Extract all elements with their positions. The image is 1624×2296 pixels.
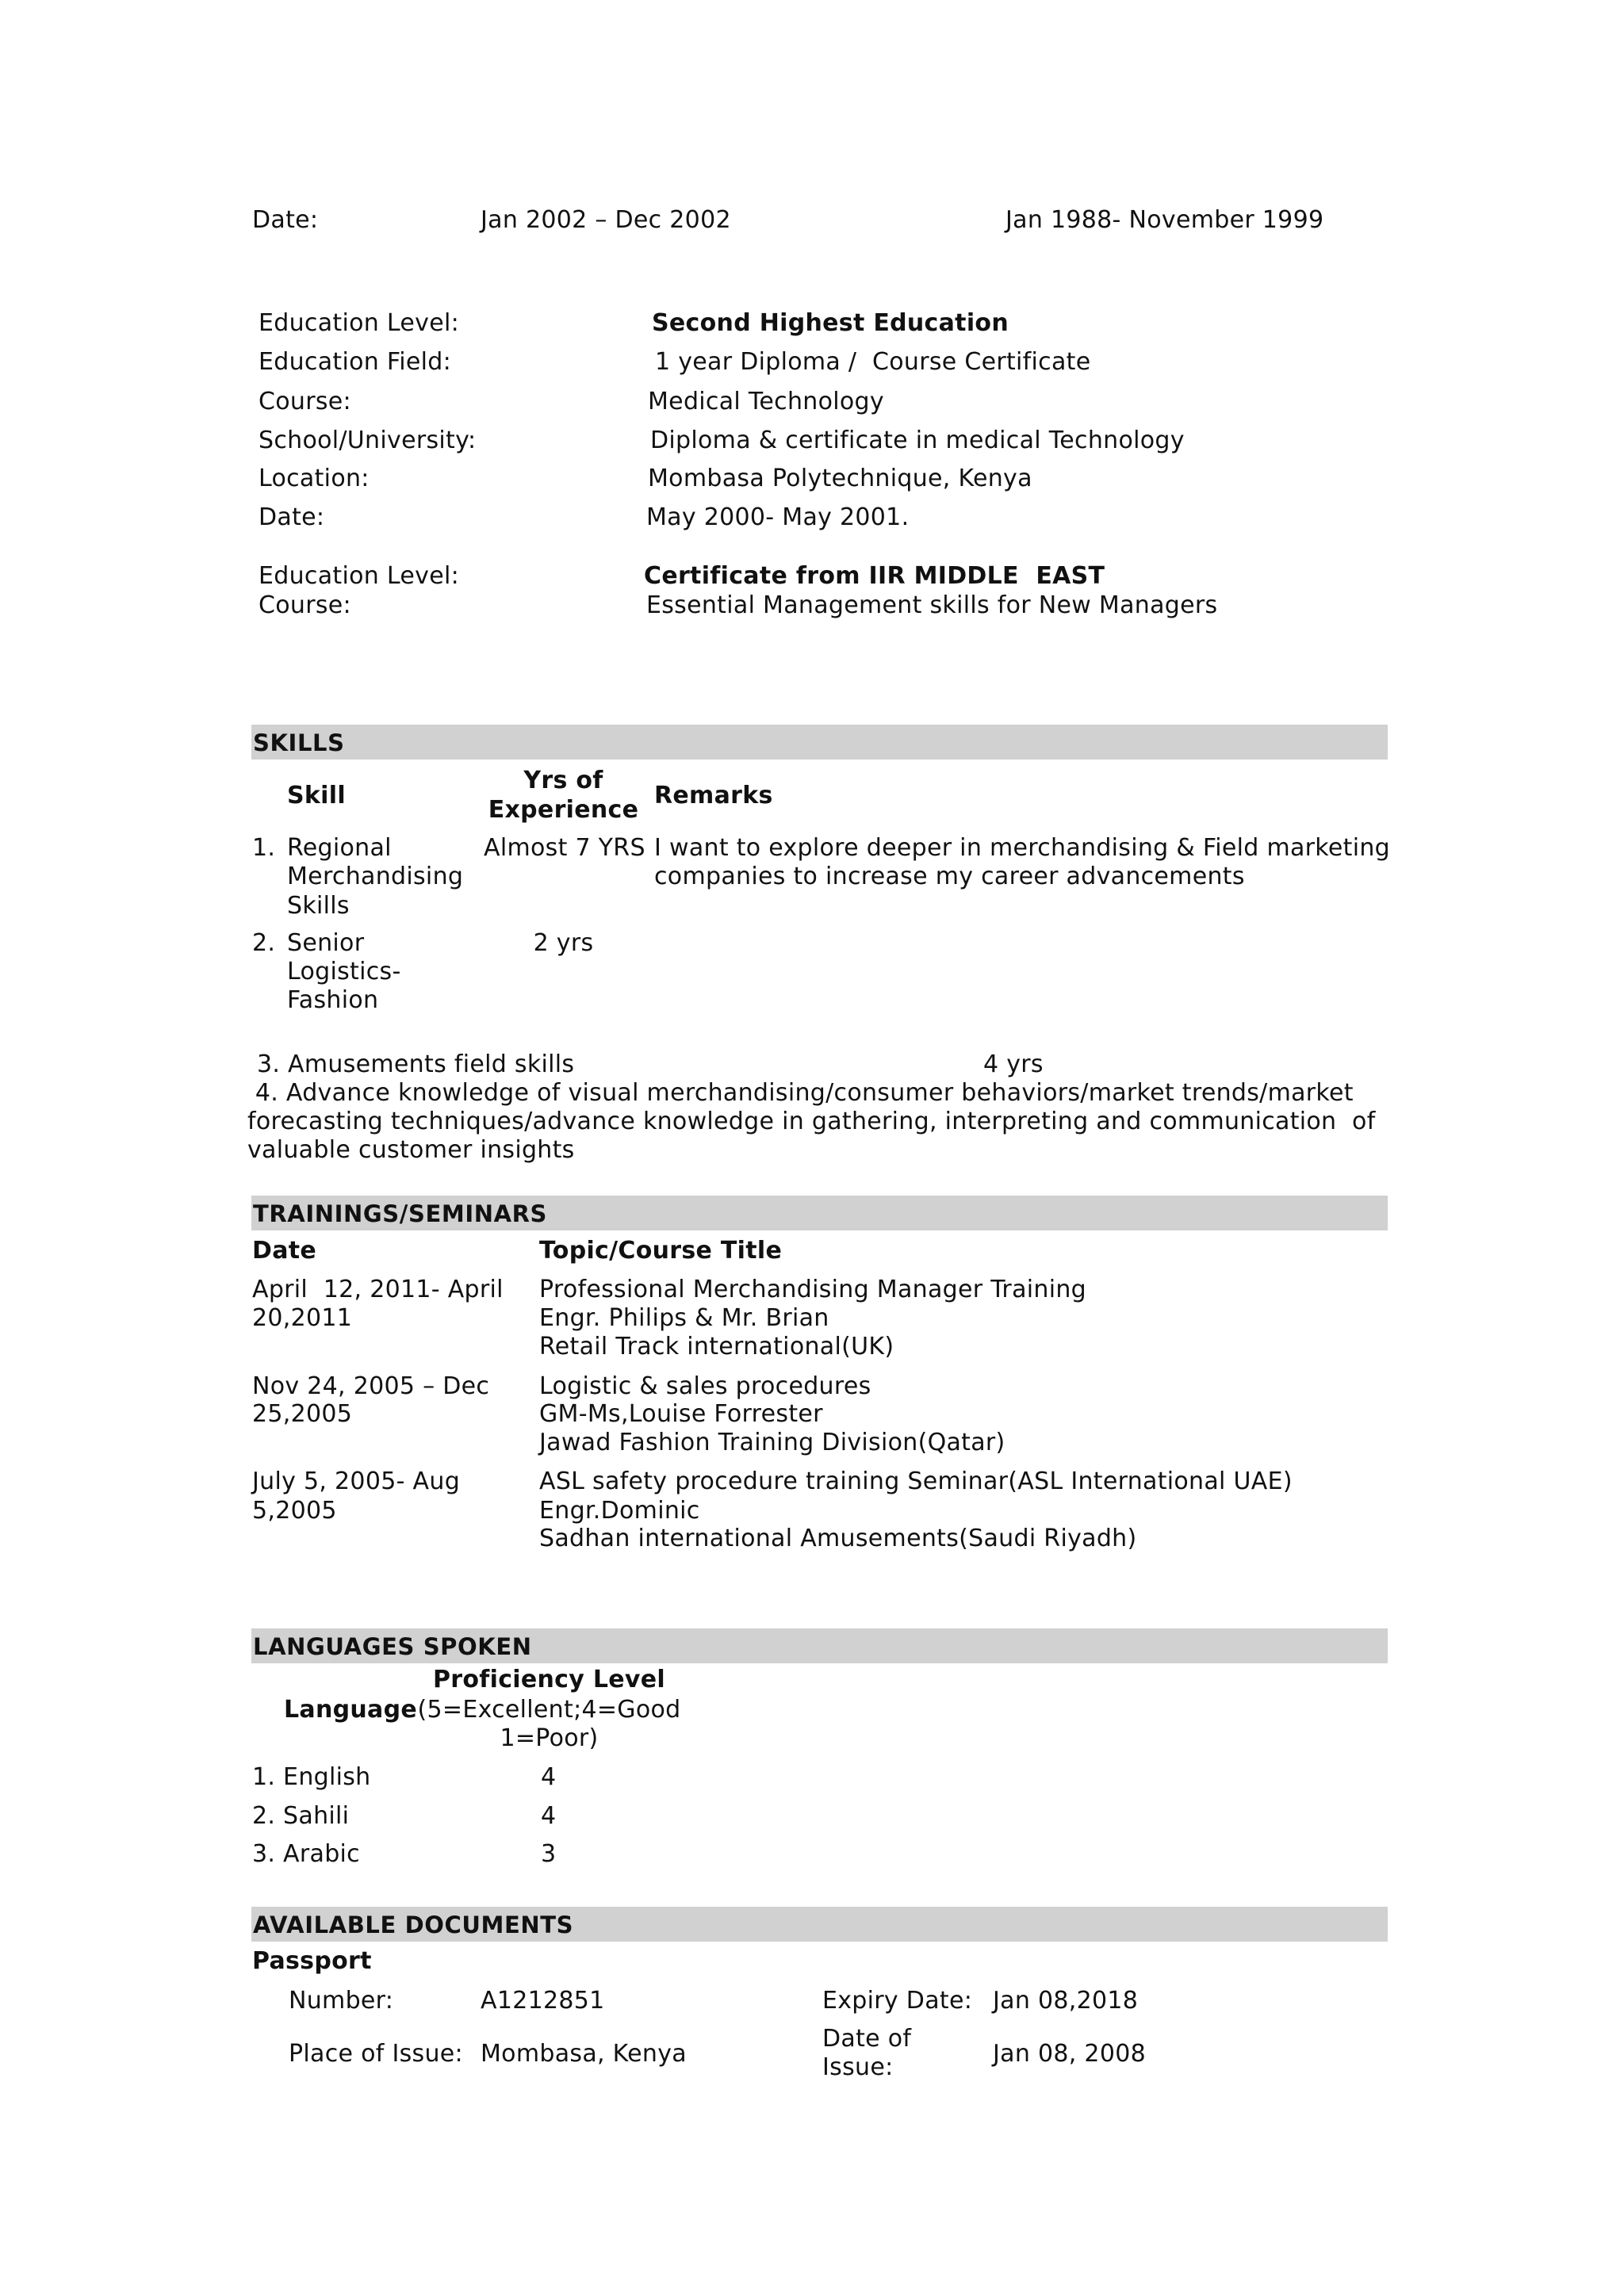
education-level-value: Second Highest Education [652,309,1009,337]
skill-2-line-3: Fashion [287,986,379,1014]
training-1-topic-line-3: Retail Track international(UK) [539,1333,894,1360]
language-3-level: 3 [541,1840,557,1868]
skill-2-line-2: Logistics- [287,958,401,985]
languages-col-proficiency-line2: (5=Excellent;4=Good [417,1696,681,1724]
course-label: Course: [259,388,351,415]
skill-1-remarks-line-2: companies to increase my career advancements [654,863,1245,890]
skill-1-line-3: Skills [287,892,350,920]
language-1-name: 1. English [252,1763,371,1791]
course-2-label: Course: [259,591,351,619]
skill-1-line-1: Regional [287,834,392,862]
training-3-topic-line-2: Engr.Dominic [539,1497,700,1525]
date-label: Date: [252,206,319,234]
passport-expiry-value: Jan 08,2018 [993,1987,1139,2015]
skills-heading-bar [251,725,1388,760]
education-level-2-label: Education Level: [259,562,459,590]
languages-heading-bar [251,1628,1388,1663]
languages-col-proficiency-line3: 1=Poor) [500,1724,599,1752]
skills-col-years-line2: Experience [488,796,639,824]
trainings-heading-bar [251,1196,1388,1230]
course-2-value: Essential Management skills for New Managers [646,591,1218,619]
education-level-label: Education Level: [259,309,459,337]
education-field-value: 1 year Diploma / Course Certificate [655,348,1091,376]
skills-col-remarks: Remarks [654,782,773,809]
passport-number-value: A1212851 [481,1987,605,2015]
training-1-topic-line-1: Professional Merchandising Manager Training [539,1276,1086,1303]
location-value: Mombasa Polytechnique, Kenya [648,465,1032,492]
trainings-col-topic: Topic/Course Title [539,1237,783,1265]
education-level-2-value: Certificate from IIR MIDDLE EAST [644,562,1105,590]
skills-col-years-line1: Yrs of [523,767,603,794]
school-value: Diploma & certificate in medical Technology [650,427,1185,454]
training-1-topic-line-2: Engr. Philips & Mr. Brian [539,1304,829,1332]
skill-2-years: 2 yrs [533,929,594,957]
education-date-label: Date: [259,503,325,531]
skill-2-line-1: Senior [287,929,365,957]
training-2-date-line-1: Nov 24, 2005 – Dec [252,1372,490,1400]
skill-1-number: 1. [252,834,276,862]
training-2-date-line-2: 25,2005 [252,1400,353,1428]
training-2-topic-line-3: Jawad Fashion Training Division(Qatar) [539,1429,1005,1456]
training-1-date-line-1: April 12, 2011- April [252,1276,504,1303]
passport-number-label: Number: [289,1987,394,2015]
passport-issue-date-label-line2: Issue: [822,2053,894,2081]
training-1-date-line-2: 20,2011 [252,1304,353,1332]
skill-1-line-2: Merchandising [287,863,464,890]
training-2-topic-line-2: GM-Ms,Louise Forrester [539,1400,823,1428]
skills-heading: SKILLS [253,729,345,756]
skill-4-line-1: 4. Advance knowledge of visual merchandising/consumer behaviors/market trends/market [247,1079,1354,1107]
location-label: Location: [259,465,370,492]
skill-3-text: 3. Amusements field skills [257,1050,575,1078]
skill-4-line-3: valuable customer insights [247,1136,575,1164]
school-label: School/University: [259,427,477,454]
languages-heading: LANGUAGES SPOKEN [253,1633,532,1660]
passport-issue-date-label-line1: Date of [822,2025,912,2053]
documents-heading-bar [251,1907,1388,1942]
training-3-topic-line-3: Sadhan international Amusements(Saudi Riyadh) [539,1525,1137,1552]
training-2-topic-line-1: Logistic & sales procedures [539,1372,871,1400]
training-3-date-line-1: July 5, 2005- Aug [252,1468,461,1495]
education-date-value: May 2000- May 2001. [646,503,910,531]
education-field-label: Education Field: [259,348,452,376]
course-value: Medical Technology [648,388,884,415]
trainings-col-date: Date [252,1237,317,1265]
skill-4-line-2: forecasting techniques/advance knowledge in gathering, interpreting and communication of [247,1108,1376,1135]
skill-2-number: 2. [252,929,276,957]
passport-label: Passport [252,1947,372,1975]
date-range-2: Jan 1988- November 1999 [1005,206,1324,234]
skill-1-remarks-line-1: I want to explore deeper in merchandising & Field marketing [654,834,1391,862]
language-1-level: 4 [541,1763,557,1791]
skills-col-skill: Skill [287,782,346,809]
training-3-date-line-2: 5,2005 [252,1497,337,1525]
training-3-topic-line-1: ASL safety procedure training Seminar(ASL International UAE) [539,1468,1293,1495]
passport-expiry-label: Expiry Date: [822,1987,973,2015]
passport-issue-date-value: Jan 08, 2008 [993,2040,1146,2068]
date-range-1: Jan 2002 – Dec 2002 [481,206,731,234]
passport-issue-place-label: Place of Issue: [289,2040,463,2068]
languages-col-language: Language [284,1696,418,1724]
documents-heading: AVAILABLE DOCUMENTS [253,1911,574,1938]
language-2-level: 4 [541,1802,557,1830]
skill-3-years: 4 yrs [983,1050,1044,1078]
passport-issue-place-value: Mombasa, Kenya [481,2040,687,2068]
language-2-name: 2. Sahili [252,1802,350,1830]
languages-col-proficiency-line1: Proficiency Level [432,1666,666,1693]
skill-1-years: Almost 7 YRS [484,834,645,862]
language-3-name: 3. Arabic [252,1840,360,1868]
trainings-heading: TRAININGS/SEMINARS [253,1200,548,1227]
